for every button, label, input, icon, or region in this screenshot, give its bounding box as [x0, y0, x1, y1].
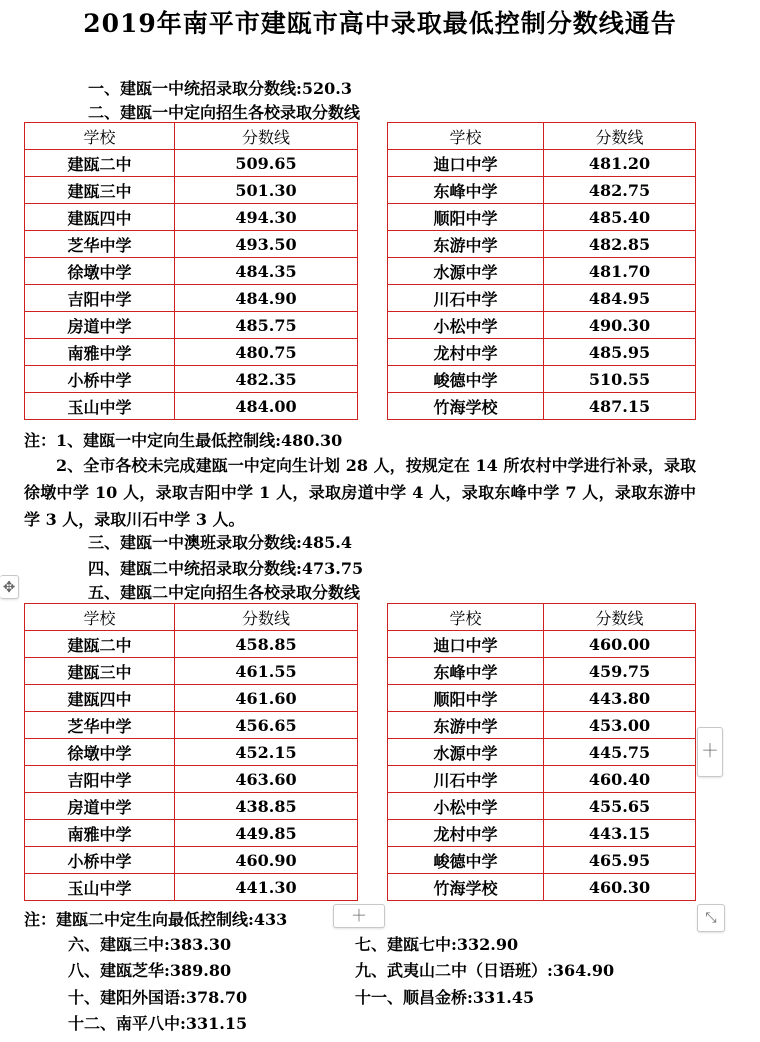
- table-row: [25, 820, 696, 847]
- note-1: 注：1、建瓯一中定向生最低控制线:480.30: [24, 431, 343, 450]
- score-cell: 455.65: [544, 793, 696, 820]
- school-name-cell: 小桥中学: [25, 366, 175, 393]
- page-title: 2019年南平市建瓯市高中录取最低控制分数线通告: [83, 9, 677, 38]
- table-header-row: [25, 604, 696, 631]
- school-name-cell: 吉阳中学: [25, 285, 175, 312]
- school-name-cell: 顺阳中学: [388, 204, 544, 231]
- table-gap-cell: [358, 847, 388, 874]
- header-score: 分数线: [175, 123, 358, 150]
- score-cell: 452.15: [175, 739, 358, 766]
- table-gap-cell: [358, 231, 388, 258]
- table-row: [25, 847, 696, 874]
- table-row: [25, 712, 696, 739]
- school-name-cell: 芝华中学: [25, 712, 175, 739]
- score-cell: 484.35: [175, 258, 358, 285]
- table-gap-cell: [358, 204, 388, 231]
- score-cell: 494.30: [175, 204, 358, 231]
- score-cell: 460.30: [544, 874, 696, 901]
- table-gap-cell: [358, 658, 388, 685]
- school-name-cell: 竹海学校: [388, 874, 544, 901]
- score-table-2: [24, 603, 696, 901]
- school-name-cell: 南雅中学: [25, 820, 175, 847]
- other-item-9: 九、武夷山二中（日语班）:364.90: [355, 961, 615, 980]
- table-row: [25, 393, 696, 420]
- school-name-cell: 竹海学校: [388, 393, 544, 420]
- score-cell: 458.85: [175, 631, 358, 658]
- score-cell: 482.75: [544, 177, 696, 204]
- school-name-cell: 建瓯四中: [25, 204, 175, 231]
- score-cell: 460.90: [175, 847, 358, 874]
- table-gap-cell: [358, 312, 388, 339]
- score-cell: 501.30: [175, 177, 358, 204]
- school-name-cell: 建瓯二中: [25, 150, 175, 177]
- table-gap-cell: [358, 820, 388, 847]
- school-name-cell: 水源中学: [388, 739, 544, 766]
- score-table-1: [24, 122, 696, 420]
- table-row: [25, 685, 696, 712]
- score-cell: 509.65: [175, 150, 358, 177]
- resize-handle[interactable]: [697, 904, 725, 932]
- school-name-cell: 龙村中学: [388, 820, 544, 847]
- score-cell: 461.55: [175, 658, 358, 685]
- table-row: [25, 339, 696, 366]
- table-row: [25, 177, 696, 204]
- score-cell: 482.85: [544, 231, 696, 258]
- school-name-cell: 房道中学: [25, 312, 175, 339]
- score-table-1-body: [25, 123, 696, 420]
- table-row: [25, 312, 696, 339]
- table-gap-cell: [358, 604, 388, 631]
- plus-icon: ＋: [701, 741, 719, 762]
- school-name-cell: 龙村中学: [388, 339, 544, 366]
- score-cell: 485.95: [544, 339, 696, 366]
- other-item-10: 十、建阳外国语:378.70: [68, 988, 248, 1007]
- plus-icon: ＋: [350, 906, 367, 925]
- score-cell: 487.15: [544, 393, 696, 420]
- table-row: [25, 258, 696, 285]
- table-gap-cell: [358, 123, 388, 150]
- resize-diagonal-icon: ⤡: [705, 910, 717, 926]
- score-cell: 453.00: [544, 712, 696, 739]
- note-2: 2、全市各校未完成建瓯一中定向生计划 28 人，按规定在 14 所农村中学进行补录，录取徐墩中学 10 人，录取吉阳中学 1 人，录取房道中学 4 人，录取东峰中学 7 人，录取东游中学 3 人，录取川石中学 3 人。: [24, 456, 696, 529]
- score-cell: 463.60: [175, 766, 358, 793]
- other-item-7: 七、建瓯七中:332.90: [355, 935, 519, 954]
- section-4-line: 四、建瓯二中统招录取分数线:473.75: [88, 559, 364, 578]
- school-name-cell: 水源中学: [388, 258, 544, 285]
- table-row: [25, 204, 696, 231]
- header-school: 学校: [388, 123, 544, 150]
- score-cell: 445.75: [544, 739, 696, 766]
- header-school: 学校: [25, 604, 175, 631]
- move-icon[interactable]: ✥: [0, 575, 19, 599]
- header-score: 分数线: [544, 123, 696, 150]
- table-row: [25, 285, 696, 312]
- table-row: [25, 366, 696, 393]
- school-name-cell: 东峰中学: [388, 658, 544, 685]
- table-row: [25, 793, 696, 820]
- header-score: 分数线: [175, 604, 358, 631]
- other-item-6: 六、建瓯三中:383.30: [68, 935, 232, 954]
- score-cell: 459.75: [544, 658, 696, 685]
- add-column-button[interactable]: [697, 727, 723, 777]
- table-gap-cell: [358, 150, 388, 177]
- header-school: 学校: [25, 123, 175, 150]
- school-name-cell: 峻德中学: [388, 847, 544, 874]
- school-name-cell: 川石中学: [388, 766, 544, 793]
- table-gap-cell: [358, 339, 388, 366]
- table-gap-cell: [358, 793, 388, 820]
- school-name-cell: 顺阳中学: [388, 685, 544, 712]
- school-name-cell: 小桥中学: [25, 847, 175, 874]
- table-gap-cell: [358, 739, 388, 766]
- table-header-row: [25, 123, 696, 150]
- table-row: [25, 874, 696, 901]
- school-name-cell: 小松中学: [388, 793, 544, 820]
- note-3: 注：建瓯二中定生向最低控制线:433: [24, 910, 288, 929]
- score-cell: 484.00: [175, 393, 358, 420]
- other-item-11: 十一、顺昌金桥:331.45: [355, 988, 535, 1007]
- section-1-line: 一、建瓯一中统招录取分数线:520.3: [88, 79, 353, 98]
- table-gap-cell: [358, 285, 388, 312]
- table-row: [25, 631, 696, 658]
- school-name-cell: 徐墩中学: [25, 739, 175, 766]
- table-row: [25, 658, 696, 685]
- school-name-cell: 迪口中学: [388, 150, 544, 177]
- school-name-cell: 徐墩中学: [25, 258, 175, 285]
- score-cell: 461.60: [175, 685, 358, 712]
- table-gap-cell: [358, 393, 388, 420]
- table-row: [25, 766, 696, 793]
- section-3-line: 三、建瓯一中澳班录取分数线:485.4: [88, 533, 353, 552]
- table-gap-cell: [358, 631, 388, 658]
- score-cell: 456.65: [175, 712, 358, 739]
- table-gap-cell: [358, 712, 388, 739]
- table-row: [25, 231, 696, 258]
- score-cell: 481.20: [544, 150, 696, 177]
- score-table-2-body: [25, 604, 696, 901]
- school-name-cell: 迪口中学: [388, 631, 544, 658]
- score-cell: 493.50: [175, 231, 358, 258]
- school-name-cell: 东峰中学: [388, 177, 544, 204]
- score-cell: 465.95: [544, 847, 696, 874]
- school-name-cell: 玉山中学: [25, 874, 175, 901]
- header-school: 学校: [388, 604, 544, 631]
- school-name-cell: 建瓯三中: [25, 658, 175, 685]
- school-name-cell: 吉阳中学: [25, 766, 175, 793]
- score-cell: 485.75: [175, 312, 358, 339]
- table-gap-cell: [358, 685, 388, 712]
- other-item-8: 八、建瓯芝华:389.80: [68, 961, 232, 980]
- table-gap-cell: [358, 874, 388, 901]
- score-cell: 460.40: [544, 766, 696, 793]
- school-name-cell: 芝华中学: [25, 231, 175, 258]
- score-cell: 490.30: [544, 312, 696, 339]
- score-cell: 438.85: [175, 793, 358, 820]
- school-name-cell: 建瓯四中: [25, 685, 175, 712]
- table-row: [25, 739, 696, 766]
- school-name-cell: 建瓯三中: [25, 177, 175, 204]
- section-2-heading: 二、建瓯一中定向招生各校录取分数线: [88, 103, 361, 122]
- table-gap-cell: [358, 258, 388, 285]
- school-name-cell: 东游中学: [388, 231, 544, 258]
- table-row: [25, 150, 696, 177]
- school-name-cell: 房道中学: [25, 793, 175, 820]
- other-item-12: 十二、南平八中:331.15: [68, 1014, 248, 1033]
- header-score: 分数线: [544, 604, 696, 631]
- add-row-button[interactable]: [333, 904, 385, 928]
- score-cell: 441.30: [175, 874, 358, 901]
- school-name-cell: 峻德中学: [388, 366, 544, 393]
- score-cell: 481.70: [544, 258, 696, 285]
- score-cell: 443.15: [544, 820, 696, 847]
- score-cell: 460.00: [544, 631, 696, 658]
- school-name-cell: 建瓯二中: [25, 631, 175, 658]
- score-cell: 484.90: [175, 285, 358, 312]
- table-gap-cell: [358, 366, 388, 393]
- school-name-cell: 东游中学: [388, 712, 544, 739]
- school-name-cell: 川石中学: [388, 285, 544, 312]
- school-name-cell: 小松中学: [388, 312, 544, 339]
- score-cell: 510.55: [544, 366, 696, 393]
- score-cell: 485.40: [544, 204, 696, 231]
- table-gap-cell: [358, 766, 388, 793]
- score-cell: 484.95: [544, 285, 696, 312]
- score-cell: 482.35: [175, 366, 358, 393]
- score-cell: 449.85: [175, 820, 358, 847]
- school-name-cell: 玉山中学: [25, 393, 175, 420]
- score-cell: 480.75: [175, 339, 358, 366]
- table-gap-cell: [358, 177, 388, 204]
- score-cell: 443.80: [544, 685, 696, 712]
- school-name-cell: 南雅中学: [25, 339, 175, 366]
- section-5-heading: 五、建瓯二中定向招生各校录取分数线: [88, 583, 361, 602]
